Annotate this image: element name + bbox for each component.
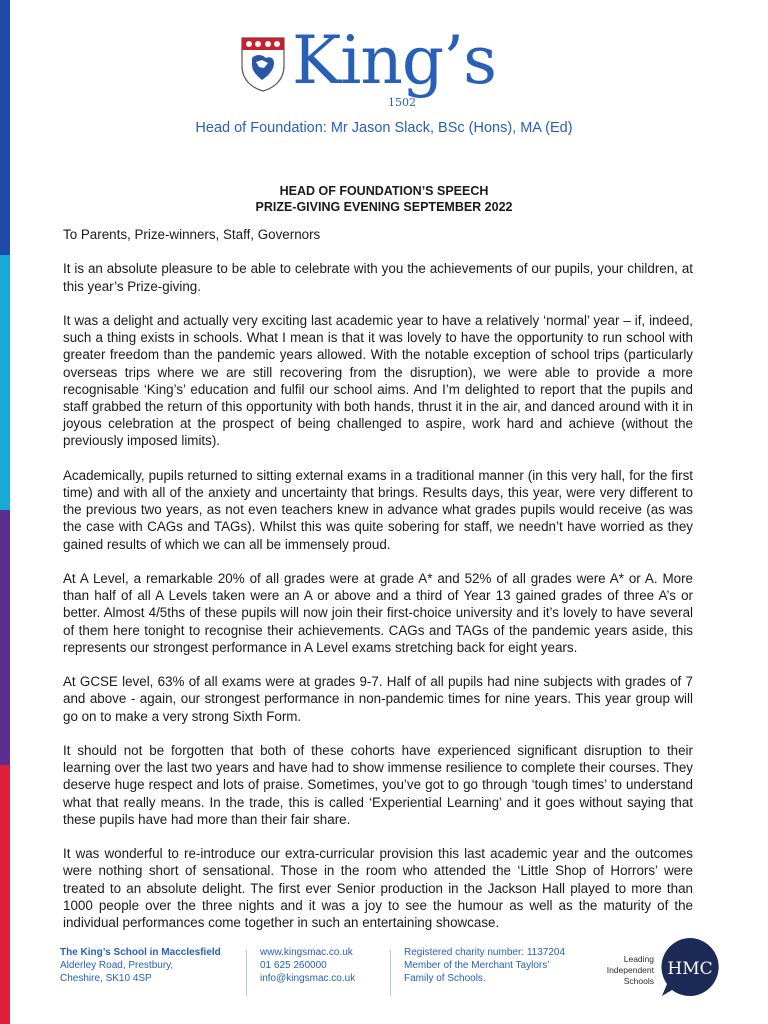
paragraph: At A Level, a remarkable 20% of all grades were at grade A* and 52% of all grades were A* or A. More than half of all A Levels taken were an A or above and a third of Year 13 gained grades of three A’s or better. Almost 4/5ths of these pupils will now join their first-choice university and it’s lovely to have several of them here tonight to recognise their achievements. CAGs and TAGs of the pandemic years aside, this represents our strongest performance in A Level exams stretching back for eight years.	[63, 571, 693, 655]
school-wordmark: King’s	[292, 22, 497, 99]
paragraph: It should not be forgotten that both of these cohorts have experienced significant disruption to their learning over the last two years and have had to show immense resilience to complete their courses. They deserve huge respect and lots of praise. Sometimes, you’ve got to go through ‘tough times’ to understand what that really means. In the trade, this is called ‘Experiential Learning’ and it goes without saying that these pupils have had more than their fair share.	[63, 743, 693, 827]
head-of-foundation-line: Head of Foundation: Mr Jason Slack, BSc (Hons), MA (Ed)	[195, 120, 573, 136]
hmc-tagline-line: Schools	[623, 976, 654, 986]
title-line-1: HEAD OF FOUNDATION’S SPEECH	[279, 184, 489, 198]
footer-contact-block	[260, 946, 355, 985]
hmc-tagline-line: Independent	[606, 965, 654, 975]
footer-address-line: Alderley Road, Prestbury,	[60, 960, 174, 971]
paragraph: It is an absolute pleasure to be able to celebrate with you the achievements of our pupils, your children, at this year’s Prize-giving.	[63, 261, 693, 294]
footer-charity-number: Registered charity number: 1137204	[404, 947, 566, 958]
footer-email-link[interactable]: info@kingsmac.co.uk	[260, 973, 356, 984]
paragraph: It was a delight and actually very exciting last academic year to have a relatively ‘normal’ year – if, indeed, such a thing exists in schools. What I mean is that it was lovely to have the opportunity to run school with greater freedom than the pandemic years allowed. With the notable exception of school trips (particularly overseas trips where we are still recovering from the disruption), we were able to provide a more recognisable ‘King’s’ education and fulfil our school aims. And I’m delighted to report that the pupils and staff grabbed the return of this opportunity with both hands, thrust it in the air, and danced around with it in joyous celebration at the prospect of being challenged to aspire, work hard and achieve (without the previously imposed limits).	[63, 312, 693, 449]
paragraph: At GCSE level, 63% of all exams were at grades 9-7. Half of all pupils had nine subjects with grades of 7 and above - again, our strongest performance in non-pandemic times for nine years. This year group will go on to make a very strong Sixth Form.	[63, 674, 693, 724]
footer-member-line: Family of Schools.	[404, 973, 486, 984]
founded-year: 1502	[388, 96, 416, 109]
footer-website-link[interactable]: www.kingsmac.co.uk	[260, 947, 353, 958]
footer-divider	[390, 950, 391, 996]
salutation: To Parents, Prize-winners, Staff, Governors	[63, 227, 321, 242]
speech-body	[63, 226, 693, 948]
footer-address-block	[60, 946, 221, 985]
side-stripe-cyan	[0, 255, 10, 510]
footer-member-line: Member of the Merchant Taylors’	[404, 960, 550, 971]
footer-address-line: Cheshire, SK10 4SP	[60, 973, 152, 984]
footer-school-name: The King’s School in Macclesfield	[60, 947, 221, 958]
paragraph: Academically, pupils returned to sitting external exams in a traditional manner (in this very hall, for the first time) and with all of the anxiety and uncertainty that brings. Results days, this year, were very different to the previous two years, as not even teachers knew in advance what grades pupils would receive (as was the case with CAGs and TAGs). Whilst this was quite sobering for staff, we needn’t have worried as they gained results of which we can all be immensely proud.	[63, 467, 693, 552]
document-title	[0, 183, 768, 215]
footer-divider	[246, 950, 247, 996]
title-line-2: PRIZE-GIVING EVENING SEPTEMBER 2022	[255, 200, 513, 214]
side-stripe-purple	[0, 510, 10, 765]
hmc-tagline-line: Leading	[623, 954, 654, 964]
paragraph: It was wonderful to re-introduce our extra-curricular provision this last academic year and the outcomes were nothing short of sensational. Those in the room who attended the ‘Little Shop of Horrors’ were treated to an absolute delight. The first ever Senior production in the Jackson Hall played to more than 1000 people over the three nights and it was a joy to see the humour as well as the maturity of the individual performances come together in such an entertaining showcase.	[63, 846, 693, 931]
footer-phone: 01 625 260000	[260, 960, 327, 971]
letter-footer	[0, 946, 768, 1006]
hmc-logo-text: HMC	[667, 959, 713, 979]
hmc-logo-icon	[658, 936, 720, 998]
footer-charity-block	[404, 946, 565, 985]
school-crest-icon	[240, 36, 286, 92]
hmc-tagline	[598, 954, 654, 987]
